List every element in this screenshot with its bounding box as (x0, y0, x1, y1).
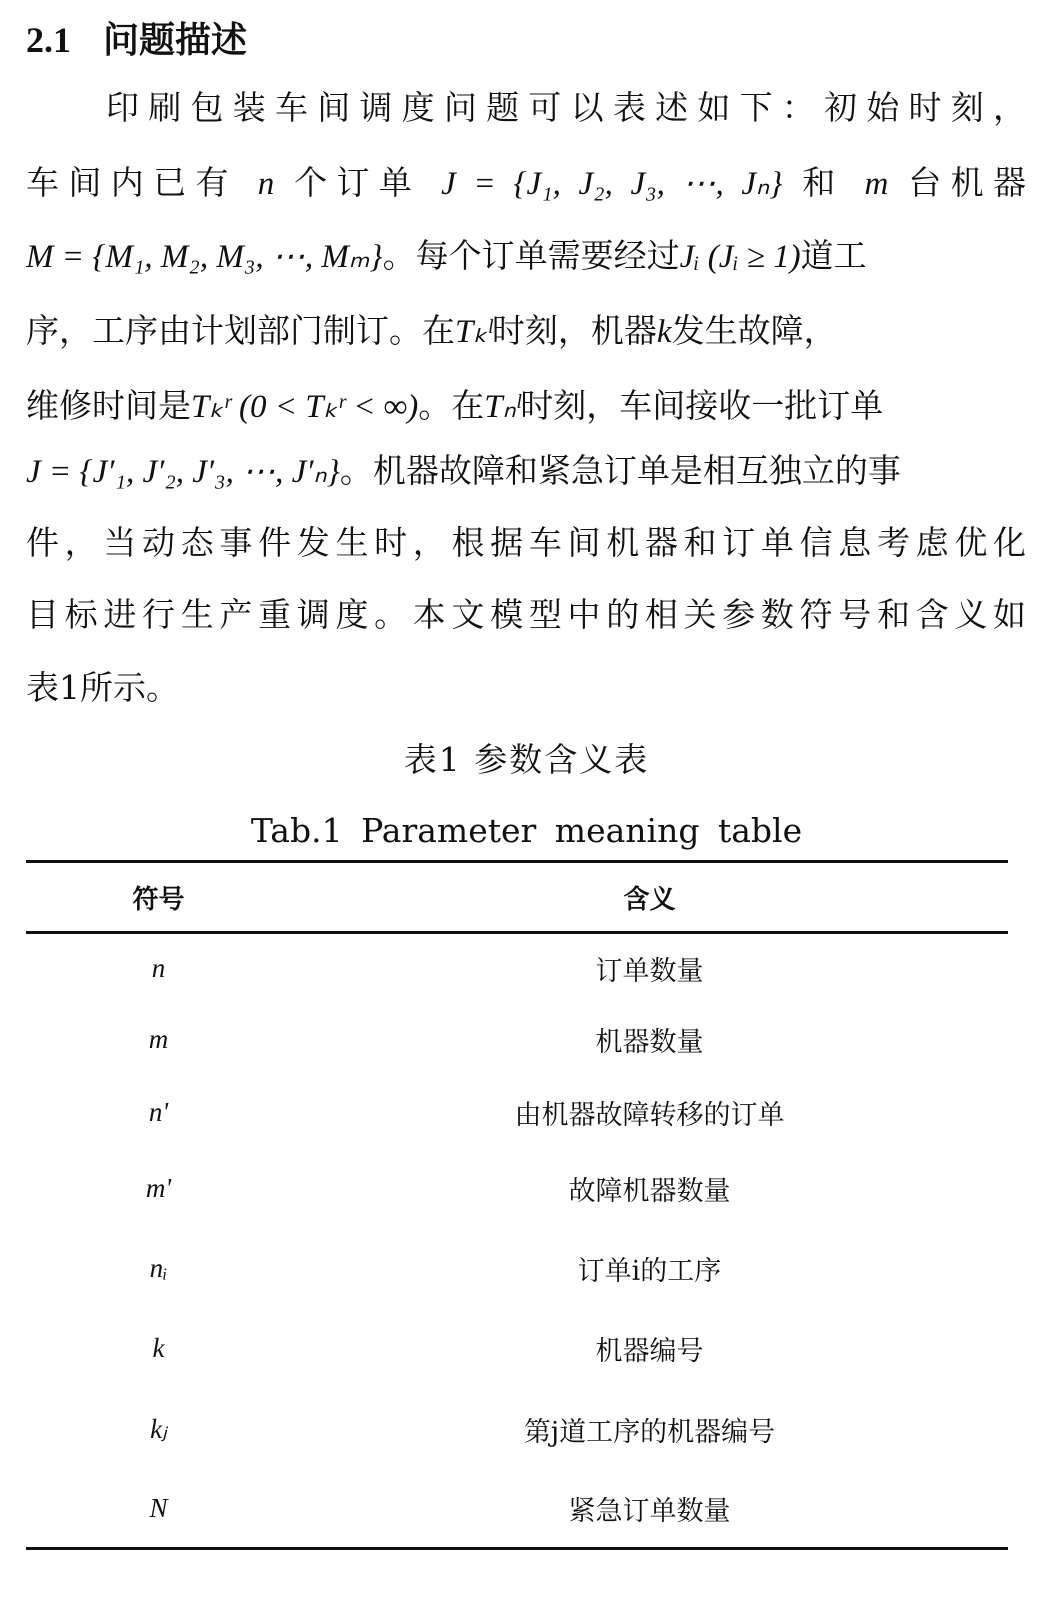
cell-meaning: 订单数量 (595, 956, 704, 988)
text-run: 。机器故障和紧急订单是相互独立的事 (339, 451, 901, 490)
table-caption-cn: 表1 参数含义表 (403, 740, 650, 779)
cell-symbol: N (149, 1493, 168, 1524)
math-m: m (864, 166, 889, 202)
table-row (26, 1075, 1008, 1150)
math-k: k (656, 314, 672, 350)
text-run: 序，工序由计划部门制订。在 (26, 311, 455, 350)
table-row (26, 1150, 1008, 1228)
header-symbol: 符号 (132, 884, 185, 915)
text-run: 。在 (418, 386, 485, 425)
table-row (26, 1471, 1008, 1549)
paragraph-line-1 (26, 80, 1026, 136)
paragraph-line-5 (26, 378, 1026, 434)
math-operation-count: Jᵢ (Jᵢ ≥ 1) (679, 239, 801, 275)
cell-meaning: 第j道工序的机器编号 (523, 1417, 776, 1448)
table-row (26, 1004, 1008, 1075)
header-meaning: 含义 (623, 884, 676, 915)
text-run: 时刻，机器 (491, 311, 657, 350)
paragraph-line-7 (26, 515, 1026, 571)
cell-meaning: 故障机器数量 (568, 1176, 731, 1207)
table-row (26, 1389, 1008, 1471)
section-heading (26, 10, 247, 70)
cell-meaning: 机器编号 (595, 1336, 704, 1367)
paragraph-line-3 (26, 228, 1026, 284)
cell-meaning: 机器数量 (595, 1026, 704, 1058)
text-run: 表1所示。 (26, 668, 179, 707)
table-row (26, 933, 1008, 1004)
math-order-set: J = {J₁, J₂, J₃, ⋯, Jₙ} (441, 166, 783, 202)
text-run: 时刻，车间接收一批订单 (520, 386, 884, 425)
parameter-table (26, 860, 1008, 1550)
section-number: 2.1 (26, 20, 71, 60)
text-run: 车间内已有 (26, 163, 238, 202)
paragraph-line-6 (26, 443, 1026, 499)
table-caption-en: Tab.1 Parameter meaning table (250, 811, 803, 850)
text-run: 个订单 (294, 163, 422, 202)
table-row (26, 1309, 1008, 1389)
section-title: 问题描述 (103, 19, 248, 61)
text-run: 件，当动态事件发生时，根据车间机器和订单信息考虑优化 (26, 523, 1026, 562)
cell-meaning: 紧急订单数量 (568, 1496, 731, 1528)
paragraph-line-8 (26, 587, 1026, 643)
text-run: 发生故障， (671, 311, 837, 350)
cell-symbol: m' (145, 1173, 172, 1203)
cell-symbol: k (152, 1333, 165, 1363)
paragraph-line-2 (26, 155, 1026, 211)
math-failure-time: Tₖˡ (455, 314, 492, 350)
cell-meaning: 由机器故障转移的订单 (514, 1099, 785, 1131)
text-run: 。每个订单需要经过 (382, 236, 680, 275)
cell-symbol: kⱼ (150, 1414, 167, 1444)
paragraph-line-9 (26, 660, 1026, 716)
cell-symbol: m (148, 1023, 169, 1054)
paragraph-line-4 (26, 303, 1026, 359)
text-run: 和 (802, 163, 845, 202)
math-repair-time: Tₖʳ (0 < Tₖʳ < ∞) (191, 389, 419, 425)
math-arrival-time: Tₙˡ (484, 389, 521, 425)
text-run: 目标进行生产重调度。本文模型中的相关参数符号和含义如 (26, 595, 1026, 634)
text-run: 印刷包装车间调度问题可以表述如下：初始时刻， (106, 88, 1026, 127)
math-urgent-order-set: J = {J′₁, J′₂, J′₃, ⋯, J′ₙ} (26, 454, 340, 490)
math-machine-set: M = {M₁, M₂, M₃, ⋯, Mₘ} (26, 239, 383, 275)
cell-symbol: n (151, 953, 166, 984)
text-run: 道工 (800, 236, 867, 275)
cell-symbol: n' (148, 1096, 169, 1127)
math-n: n (257, 166, 275, 202)
cell-meaning: 订单i的工序 (577, 1255, 722, 1287)
table-header-row (26, 862, 1008, 933)
text-run: 台机器 (908, 163, 1026, 202)
text-run: 维修时间是 (26, 386, 191, 425)
cell-symbol: nᵢ (149, 1252, 168, 1283)
table-row (26, 1228, 1008, 1309)
